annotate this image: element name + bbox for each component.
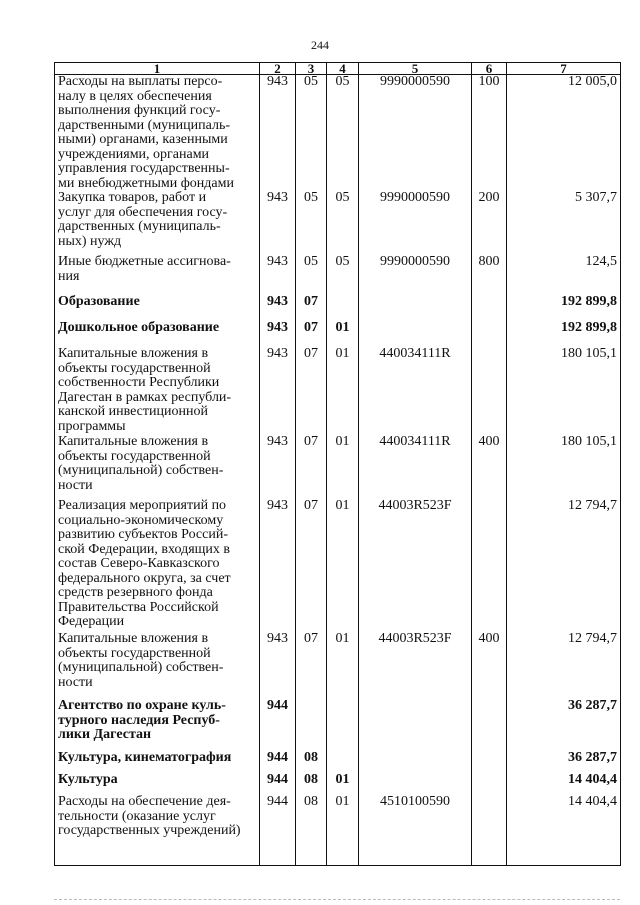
row-name-cell: Агентство по охране куль- турного наследия Респуб- лики Дагестан bbox=[55, 699, 260, 751]
ministry-code-cell: 944 bbox=[260, 751, 296, 773]
subsection-code-cell: 01 bbox=[327, 773, 359, 795]
subsection-code-cell bbox=[327, 751, 359, 773]
header-col-2: 2 bbox=[260, 63, 296, 75]
target-article-cell: 44003R523F bbox=[359, 499, 472, 632]
header-col-4: 4 bbox=[327, 63, 359, 75]
header-col-6: 6 bbox=[472, 63, 507, 75]
row-name-cell: Расходы на выплаты персо- налу в целях обеспечения выполнения функций госу- дарственными (муниципаль- ными) органами, казенными учреждениями, органами управления государственны- ми внебюджетными фондами bbox=[55, 75, 260, 192]
expense-type-cell: 200 bbox=[472, 191, 507, 255]
expense-type-cell: 800 bbox=[472, 255, 507, 295]
expense-type-cell bbox=[472, 295, 507, 321]
amount-cell: 36 287,7 bbox=[507, 751, 621, 773]
table-row bbox=[55, 75, 621, 192]
header-col-1: 1 bbox=[55, 63, 260, 75]
table-body bbox=[55, 75, 621, 866]
section-code-cell: 08 bbox=[296, 795, 327, 865]
ministry-code-cell: 944 bbox=[260, 699, 296, 751]
row-name-cell: Капитальные вложения в объекты государственной собственности Республики Дагестан в рамках республи- канской инвестиционной программы bbox=[55, 347, 260, 435]
ministry-code-cell: 944 bbox=[260, 773, 296, 795]
expense-type-cell bbox=[472, 751, 507, 773]
row-name-cell: Культура, кинематография bbox=[55, 751, 260, 773]
row-name-cell: Иные бюджетные ассигнова- ния bbox=[55, 255, 260, 295]
ministry-code-cell: 943 bbox=[260, 75, 296, 192]
amount-cell: 192 899,8 bbox=[507, 295, 621, 321]
table-row bbox=[55, 295, 621, 321]
amount-cell: 124,5 bbox=[507, 255, 621, 295]
subsection-code-cell: 01 bbox=[327, 347, 359, 435]
ministry-code-cell: 943 bbox=[260, 321, 296, 347]
target-article-cell bbox=[359, 773, 472, 795]
amount-cell: 36 287,7 bbox=[507, 699, 621, 751]
target-article-cell: 440034111R bbox=[359, 435, 472, 499]
expense-type-cell bbox=[472, 321, 507, 347]
row-name-cell: Закупка товаров, работ и услуг для обеспечения госу- дарственных (муниципаль- ных) нужд bbox=[55, 191, 260, 255]
subsection-code-cell bbox=[327, 295, 359, 321]
page-bottom-divider bbox=[54, 899, 620, 900]
section-code-cell: 05 bbox=[296, 191, 327, 255]
subsection-code-cell: 05 bbox=[327, 191, 359, 255]
section-code-cell: 05 bbox=[296, 75, 327, 192]
target-article-cell bbox=[359, 321, 472, 347]
section-code-cell: 05 bbox=[296, 255, 327, 295]
header-col-3: 3 bbox=[296, 63, 327, 75]
subsection-code-cell: 01 bbox=[327, 499, 359, 632]
table-row bbox=[55, 632, 621, 699]
section-code-cell: 07 bbox=[296, 321, 327, 347]
row-name-cell: Образование bbox=[55, 295, 260, 321]
amount-cell: 180 105,1 bbox=[507, 347, 621, 435]
table-row bbox=[55, 321, 621, 347]
amount-cell: 14 404,4 bbox=[507, 795, 621, 865]
subsection-code-cell: 05 bbox=[327, 255, 359, 295]
section-code-cell: 07 bbox=[296, 295, 327, 321]
target-article-cell: 440034111R bbox=[359, 347, 472, 435]
subsection-code-cell: 05 bbox=[327, 75, 359, 192]
amount-cell: 12 794,7 bbox=[507, 632, 621, 699]
section-code-cell bbox=[296, 699, 327, 751]
budget-table bbox=[54, 62, 621, 866]
header-col-5: 5 bbox=[359, 63, 472, 75]
amount-cell: 5 307,7 bbox=[507, 191, 621, 255]
expense-type-cell bbox=[472, 499, 507, 632]
row-name-cell: Капитальные вложения в объекты государственной (муниципальной) собствен- ности bbox=[55, 632, 260, 699]
table-row bbox=[55, 751, 621, 773]
section-code-cell: 07 bbox=[296, 435, 327, 499]
subsection-code-cell: 01 bbox=[327, 795, 359, 865]
section-code-cell: 08 bbox=[296, 773, 327, 795]
expense-type-cell bbox=[472, 347, 507, 435]
table-row bbox=[55, 191, 621, 255]
expense-type-cell bbox=[472, 795, 507, 865]
ministry-code-cell: 943 bbox=[260, 499, 296, 632]
table-row bbox=[55, 795, 621, 865]
row-name-cell: Реализация мероприятий по социально-экономическому развитию субъектов Россий- ской Федерации, входящих в состав Северо-Кавказского федерального округа, за счет средств резервного фонда Правительства Российской Федерации bbox=[55, 499, 260, 632]
header-row bbox=[55, 63, 621, 75]
ministry-code-cell: 943 bbox=[260, 435, 296, 499]
subsection-code-cell bbox=[327, 699, 359, 751]
section-code-cell: 08 bbox=[296, 751, 327, 773]
target-article-cell bbox=[359, 699, 472, 751]
amount-cell: 192 899,8 bbox=[507, 321, 621, 347]
ministry-code-cell: 943 bbox=[260, 191, 296, 255]
target-article-cell: 9990000590 bbox=[359, 191, 472, 255]
expense-type-cell: 400 bbox=[472, 632, 507, 699]
target-article-cell: 44003R523F bbox=[359, 632, 472, 699]
amount-cell: 12 794,7 bbox=[507, 499, 621, 632]
section-code-cell: 07 bbox=[296, 499, 327, 632]
table-row bbox=[55, 347, 621, 435]
expense-type-cell bbox=[472, 699, 507, 751]
expense-type-cell: 400 bbox=[472, 435, 507, 499]
table-row bbox=[55, 699, 621, 751]
amount-cell: 12 005,0 bbox=[507, 75, 621, 192]
subsection-code-cell: 01 bbox=[327, 435, 359, 499]
ministry-code-cell: 944 bbox=[260, 795, 296, 865]
section-code-cell: 07 bbox=[296, 347, 327, 435]
row-name-cell: Расходы на обеспечение дея- тельности (оказание услуг государственных учреждений) bbox=[55, 795, 260, 865]
target-article-cell bbox=[359, 295, 472, 321]
table-row bbox=[55, 435, 621, 499]
row-name-cell: Культура bbox=[55, 773, 260, 795]
target-article-cell: 4510100590 bbox=[359, 795, 472, 865]
ministry-code-cell: 943 bbox=[260, 255, 296, 295]
page-number: 244 bbox=[311, 38, 329, 52]
table-row bbox=[55, 255, 621, 295]
subsection-code-cell: 01 bbox=[327, 321, 359, 347]
target-article-cell: 9990000590 bbox=[359, 255, 472, 295]
amount-cell: 180 105,1 bbox=[507, 435, 621, 499]
row-name-cell: Капитальные вложения в объекты государственной (муниципальной) собствен- ности bbox=[55, 435, 260, 499]
amount-cell: 14 404,4 bbox=[507, 773, 621, 795]
target-article-cell bbox=[359, 751, 472, 773]
header-col-7: 7 bbox=[507, 63, 621, 75]
ministry-code-cell: 943 bbox=[260, 347, 296, 435]
row-name-cell: Дошкольное образование bbox=[55, 321, 260, 347]
section-code-cell: 07 bbox=[296, 632, 327, 699]
expense-type-cell bbox=[472, 773, 507, 795]
table-row bbox=[55, 773, 621, 795]
expense-type-cell: 100 bbox=[472, 75, 507, 192]
ministry-code-cell: 943 bbox=[260, 295, 296, 321]
ministry-code-cell: 943 bbox=[260, 632, 296, 699]
target-article-cell: 9990000590 bbox=[359, 75, 472, 192]
table-row bbox=[55, 499, 621, 632]
subsection-code-cell: 01 bbox=[327, 632, 359, 699]
